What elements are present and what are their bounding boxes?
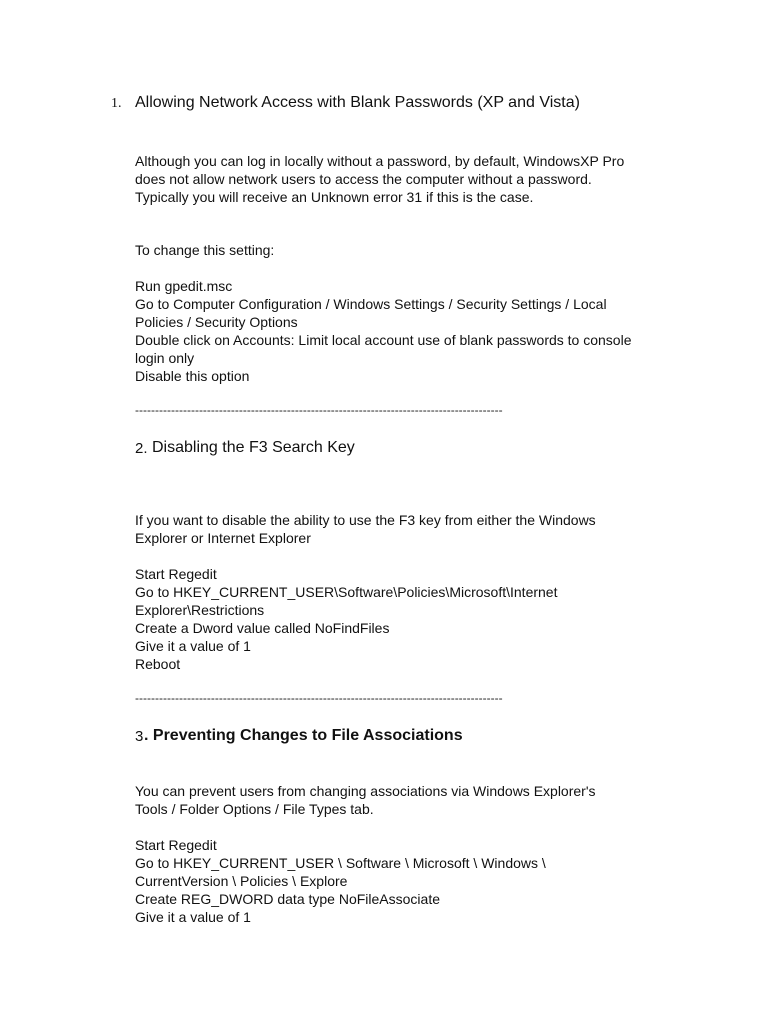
section-1-intro-line: Although you can log in locally without a password, by default, WindowsXP Pro	[135, 153, 625, 169]
section-1-intro-line: does not allow network users to access the computer without a password.	[135, 171, 592, 187]
section-1-step: Double click on Accounts: Limit local account use of blank passwords to console	[135, 332, 632, 348]
section-3-intro	[135, 782, 596, 818]
section-2-title: Disabling the F3 Search Key	[152, 439, 355, 456]
section-1-step: Run gpedit.msc	[135, 278, 233, 294]
section-3-step: Go to HKEY_CURRENT_USER \ Software \ Microsoft \ Windows \	[135, 855, 546, 871]
section-1-title: Allowing Network Access with Blank Passwords (XP and Vista)	[135, 94, 580, 111]
section-3-step: Start Regedit	[135, 837, 217, 853]
section-2-step: Give it a value of 1	[135, 638, 251, 654]
section-3-step: Create REG_DWORD data type NoFileAssociate	[135, 891, 440, 907]
section-1-steps	[135, 277, 632, 385]
section-1-intro	[135, 152, 624, 206]
section-3-step: CurrentVersion \ Policies \ Explore	[135, 873, 348, 889]
section-1-number: 1.	[111, 96, 122, 111]
section-2-number: 2.	[135, 440, 148, 457]
section-2-step: Reboot	[135, 656, 181, 672]
section-2-step: Go to HKEY_CURRENT_USER\Software\Policies\Microsoft\Internet	[135, 584, 558, 600]
section-1-step: login only	[135, 350, 195, 366]
section-1-step: Disable this option	[135, 368, 250, 384]
divider-1: --------------------------------------------------------------------------------------------	[135, 403, 503, 417]
section-3-title: . Preventing Changes to File Associations	[144, 727, 463, 744]
section-1-step: Policies / Security Options	[135, 314, 298, 330]
section-1-intro-line: Typically you will receive an Unknown error 31 if this is the case.	[135, 189, 534, 205]
section-2-steps	[135, 565, 557, 673]
section-2-step: Create a Dword value called NoFindFiles	[135, 620, 390, 636]
section-2-intro-line: Explorer or Internet Explorer	[135, 530, 311, 546]
section-2-intro	[135, 511, 596, 547]
section-3-step: Give it a value of 1	[135, 909, 251, 925]
section-3-intro-line: You can prevent users from changing associations via Windows Explorer's	[135, 783, 596, 799]
divider-2: --------------------------------------------------------------------------------------------	[135, 691, 503, 705]
section-2-step: Start Regedit	[135, 566, 217, 582]
section-3-steps	[135, 836, 546, 926]
section-3-intro-line: Tools / Folder Options / File Types tab.	[135, 801, 374, 817]
section-2-step: Explorer\Restrictions	[135, 602, 265, 618]
section-1-step: Go to Computer Configuration / Windows Settings / Security Settings / Local	[135, 296, 607, 312]
section-2-intro-line: If you want to disable the ability to use the F3 key from either the Windows	[135, 512, 596, 528]
section-1-lead: To change this setting:	[135, 242, 275, 258]
section-3-number: 3	[135, 728, 144, 745]
